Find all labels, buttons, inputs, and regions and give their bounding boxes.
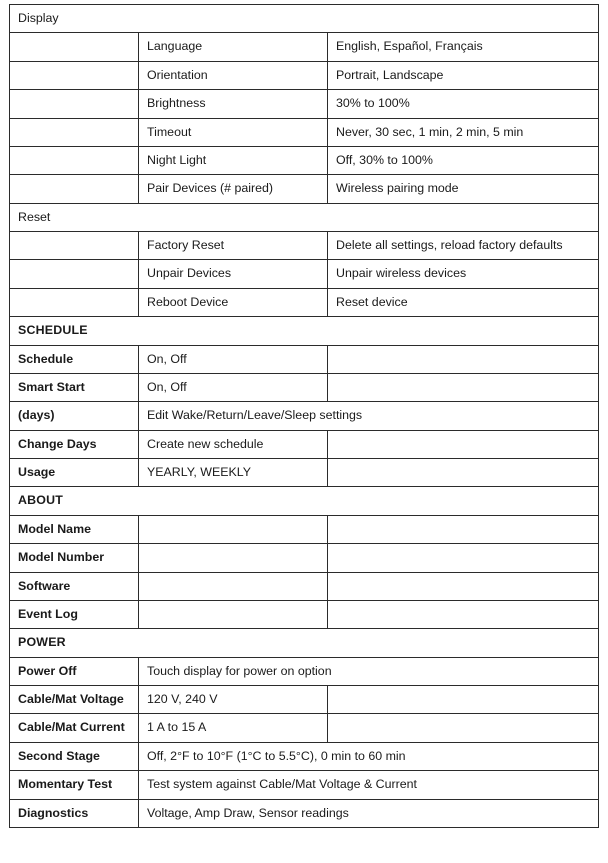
setting-smart-start: Smart Start — [10, 373, 139, 401]
table-row — [10, 515, 599, 543]
table-row — [10, 572, 599, 600]
table-row — [10, 118, 599, 146]
setting-usage: Usage — [10, 459, 139, 487]
setting-schedule-value: On, Off — [139, 345, 328, 373]
setting-diagnostics-value: Voltage, Amp Draw, Sensor readings — [139, 799, 599, 827]
setting-model-name-value — [139, 515, 328, 543]
empty-cell — [328, 600, 599, 628]
setting-cable-mat-voltage-value: 120 V, 240 V — [139, 686, 328, 714]
table-row — [10, 430, 599, 458]
setting-reboot-device-value: Reset device — [328, 288, 599, 316]
setting-model-name: Model Name — [10, 515, 139, 543]
empty-cell — [328, 515, 599, 543]
empty-cell — [10, 33, 139, 61]
setting-days: (days) — [10, 402, 139, 430]
setting-factory-reset: Factory Reset — [139, 232, 328, 260]
setting-event-log-value — [139, 600, 328, 628]
table-row — [10, 686, 599, 714]
table-row — [10, 288, 599, 316]
setting-diagnostics: Diagnostics — [10, 799, 139, 827]
section-title-power: POWER — [10, 629, 599, 657]
setting-second-stage: Second Stage — [10, 742, 139, 770]
empty-cell — [328, 544, 599, 572]
setting-pair-devices: Pair Devices (# paired) — [139, 175, 328, 203]
setting-software: Software — [10, 572, 139, 600]
section-header-display — [10, 5, 599, 33]
setting-momentary-test-value: Test system against Cable/Mat Voltage & Current — [139, 771, 599, 799]
section-title-schedule: SCHEDULE — [10, 317, 599, 345]
empty-cell — [328, 686, 599, 714]
setting-factory-reset-value: Delete all settings, reload factory defaults — [328, 232, 599, 260]
setting-cable-mat-current-value: 1 A to 15 A — [139, 714, 328, 742]
empty-cell — [328, 430, 599, 458]
table-row — [10, 544, 599, 572]
section-header-schedule — [10, 317, 599, 345]
table-row — [10, 232, 599, 260]
settings-specification-table — [9, 4, 599, 828]
empty-cell — [10, 232, 139, 260]
setting-night-light: Night Light — [139, 146, 328, 174]
setting-power-off: Power Off — [10, 657, 139, 685]
setting-change-days-value: Create new schedule — [139, 430, 328, 458]
setting-days-value: Edit Wake/Return/Leave/Sleep settings — [139, 402, 599, 430]
table-row — [10, 799, 599, 827]
empty-cell — [10, 90, 139, 118]
table-row — [10, 742, 599, 770]
setting-orientation: Orientation — [139, 61, 328, 89]
setting-smart-start-value: On, Off — [139, 373, 328, 401]
setting-momentary-test: Momentary Test — [10, 771, 139, 799]
setting-brightness: Brightness — [139, 90, 328, 118]
setting-pair-devices-value: Wireless pairing mode — [328, 175, 599, 203]
setting-model-number-value — [139, 544, 328, 572]
setting-timeout-value: Never, 30 sec, 1 min, 2 min, 5 min — [328, 118, 599, 146]
section-title-reset: Reset — [10, 203, 599, 231]
table-row — [10, 61, 599, 89]
empty-cell — [10, 118, 139, 146]
table-row — [10, 175, 599, 203]
setting-second-stage-value: Off, 2°F to 10°F (1°C to 5.5°C), 0 min to 60 min — [139, 742, 599, 770]
empty-cell — [328, 572, 599, 600]
setting-power-off-value: Touch display for power on option — [139, 657, 599, 685]
setting-brightness-value: 30% to 100% — [328, 90, 599, 118]
setting-unpair-devices-value: Unpair wireless devices — [328, 260, 599, 288]
table-row — [10, 33, 599, 61]
table-row — [10, 600, 599, 628]
table-row — [10, 90, 599, 118]
setting-language: Language — [139, 33, 328, 61]
empty-cell — [328, 714, 599, 742]
setting-model-number: Model Number — [10, 544, 139, 572]
empty-cell — [10, 288, 139, 316]
setting-cable-mat-voltage: Cable/Mat Voltage — [10, 686, 139, 714]
table-row — [10, 402, 599, 430]
setting-orientation-value: Portrait, Landscape — [328, 61, 599, 89]
setting-unpair-devices: Unpair Devices — [139, 260, 328, 288]
empty-cell — [10, 175, 139, 203]
table-row — [10, 657, 599, 685]
table-row — [10, 146, 599, 174]
section-header-reset — [10, 203, 599, 231]
setting-cable-mat-current: Cable/Mat Current — [10, 714, 139, 742]
section-header-about — [10, 487, 599, 515]
setting-software-value — [139, 572, 328, 600]
table-row — [10, 714, 599, 742]
empty-cell — [328, 373, 599, 401]
empty-cell — [10, 146, 139, 174]
section-header-power — [10, 629, 599, 657]
section-title-about: ABOUT — [10, 487, 599, 515]
empty-cell — [10, 260, 139, 288]
section-title-display: Display — [10, 5, 599, 33]
setting-change-days: Change Days — [10, 430, 139, 458]
setting-reboot-device: Reboot Device — [139, 288, 328, 316]
empty-cell — [328, 459, 599, 487]
setting-event-log: Event Log — [10, 600, 139, 628]
table-row — [10, 771, 599, 799]
setting-night-light-value: Off, 30% to 100% — [328, 146, 599, 174]
setting-language-value: English, Español, Français — [328, 33, 599, 61]
table-row — [10, 260, 599, 288]
setting-timeout: Timeout — [139, 118, 328, 146]
table-row — [10, 345, 599, 373]
setting-usage-value: YEARLY, WEEKLY — [139, 459, 328, 487]
setting-schedule: Schedule — [10, 345, 139, 373]
empty-cell — [328, 345, 599, 373]
table-row — [10, 373, 599, 401]
table-row — [10, 459, 599, 487]
empty-cell — [10, 61, 139, 89]
